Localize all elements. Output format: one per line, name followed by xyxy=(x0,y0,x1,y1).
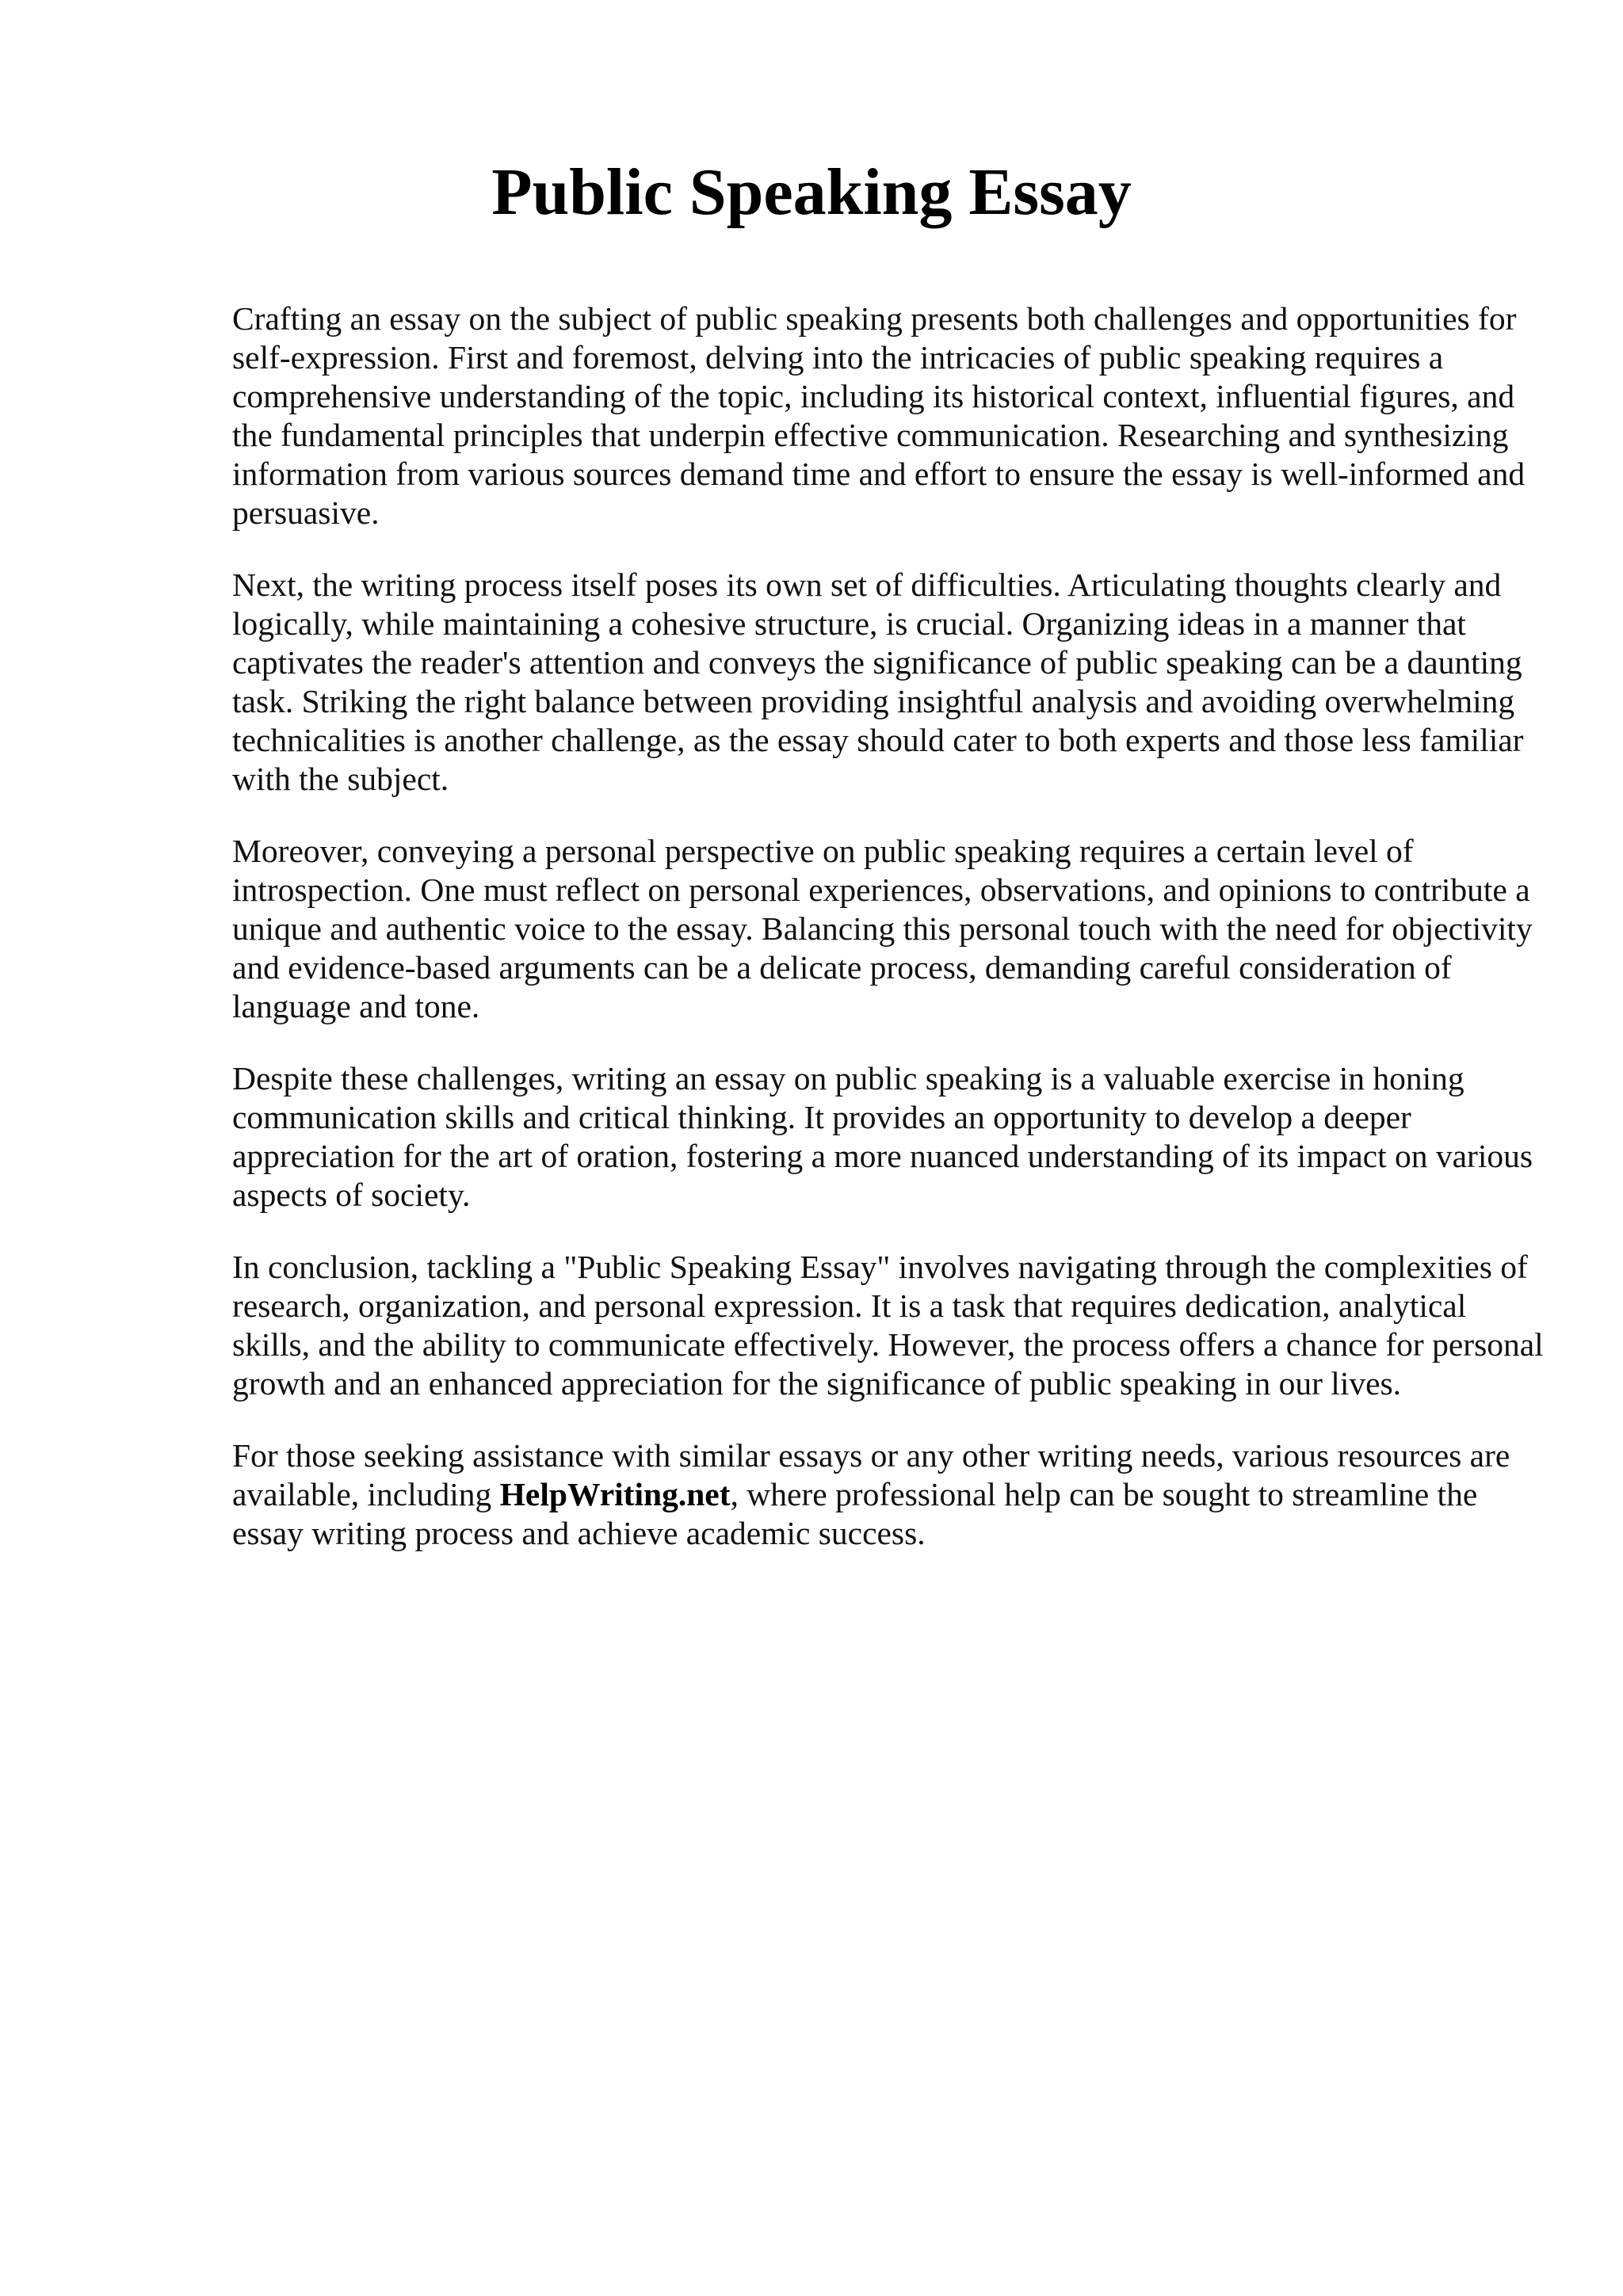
page-title: Public Speaking Essay xyxy=(491,155,1132,229)
closing-text-after: , where professional help can be sought to streamline the essay writing process and achieve academic success. xyxy=(232,1476,1478,1551)
paragraph-2: Next, the writing process itself poses its own set of difficulties. Articulating thoughts clearly and logically, while maintaining a cohesive structure, is crucial. Organizing ideas in a manner that captivates the reader's attention and conveys the significance of public speaking can be a daunting task. Striking the right balance between providing insightful analysis and avoiding overwhelming technicalities is another challenge, as the essay should cater to both experts and those less familiar with the subject. xyxy=(232,566,1524,797)
essay-body xyxy=(232,299,1548,1586)
paragraph-5: In conclusion, tackling a "Public Speaking Essay" involves navigating through the complexities of research, organization, and personal expression. It is a task that requires dedication, analytical skills, and the ability to communicate effectively. However, the process offers a chance for personal growth and an enhanced appreciation for the significance of public speaking in our lives. xyxy=(232,1249,1544,1402)
paragraph-1: Crafting an essay on the subject of public speaking presents both challenges and opportunities for self-expression. First and foremost, delving into the intricacies of public speaking requires a comprehensive understanding of the topic, including its historical context, influential figures, and the fundamental principles that underpin effective communication. Researching and synthesizing information from various sources demand time and effort to ensure the essay is well-informed and persuasive. xyxy=(232,300,1526,531)
paragraph-3: Moreover, conveying a personal perspective on public speaking requires a certain level of introspection. One must reflect on personal experiences, observations, and opinions to contribute a unique and authentic voice to the essay. Balancing this personal touch with the need for objectivity and evidence-based arguments can be a delicate process, demanding careful consideration of language and tone. xyxy=(232,833,1533,1024)
closing-paragraph xyxy=(232,1436,1548,1553)
closing-text-before: For those seeking assistance with similar essays or any other writing needs, various resources are available, including xyxy=(232,1437,1510,1512)
paragraph-4: Despite these challenges, writing an essay on public speaking is a valuable exercise in honing communication skills and critical thinking. It provides an opportunity to develop a deeper appreciation for the art of oration, fostering a more nuanced understanding of its impact on various aspects of society. xyxy=(232,1060,1533,1213)
helpwriting-link[interactable]: HelpWriting.net xyxy=(499,1476,731,1512)
